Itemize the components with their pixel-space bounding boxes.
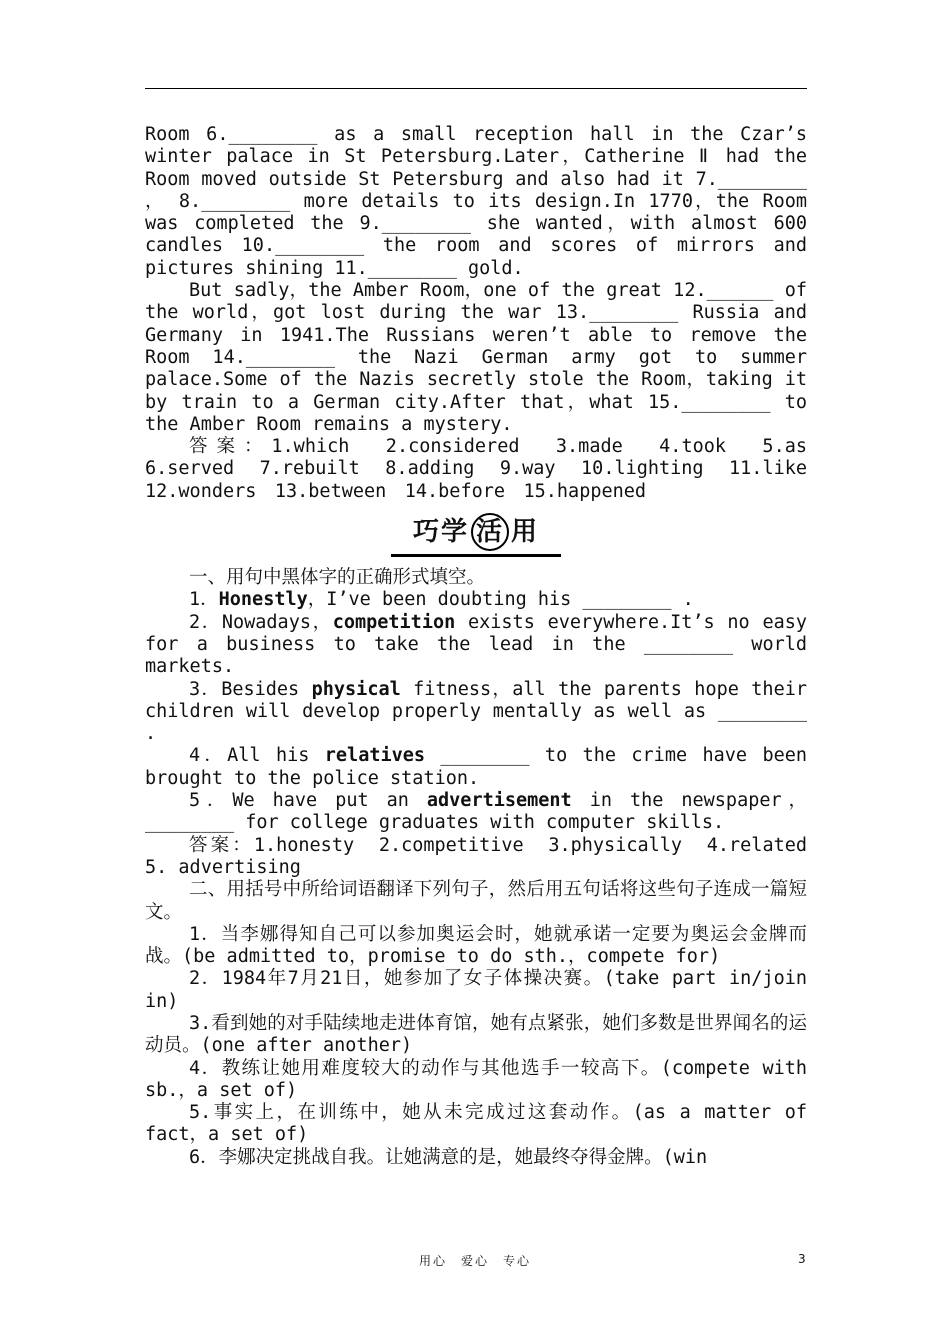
q5-prefix: 5．We have put an (189, 790, 427, 812)
footer-motto: 用心 爱心 专心 (418, 1254, 531, 1268)
q3-text: fitness，all the parents hope their children will develop properly mentally as well as ________ . (145, 678, 807, 745)
banner-text-pre: 巧学 (412, 517, 469, 548)
sentence-5: 5.事实上，在训练中，她从未完成过这套动作。(as a matter of fact，a set of) (145, 1102, 807, 1146)
banner-circled-char: 活 (471, 513, 509, 551)
section1-title: 一、用句中黑体字的正确形式填空。 (189, 567, 486, 589)
header-rule (145, 88, 807, 89)
q1-keyword: Honestly (218, 589, 308, 611)
passage-paragraph-2: But sadly，the Amber Room，one of the great 12.______ of the world，got lost during the war 13.________ Russia and Germany in 1941.The Russians weren’t able to remove the Room 14.________ the Nazi German army got to summer palace.Some of the Nazis secretly stole the Room，taking it by train to a German city.After that，what 15.________ to the Amber Room remains a mystery. (145, 280, 807, 435)
banner-title (405, 513, 547, 555)
q3-prefix: 3．Besides (189, 678, 312, 700)
sentence-3: 3.看到她的对手陆续地走进体育馆，她有点紧张，她们多数是世界闻名的运动员。(one after another) (145, 1012, 807, 1057)
section2-title: 二、用括号中所给词语翻译下列句子，然后用五句话将这些句子连成一篇短文。 (145, 879, 807, 923)
page-content (145, 124, 826, 1169)
q4-text: ________ to the crime have been brought to the police station. (145, 745, 807, 789)
q2-prefix: 2．Nowadays， (189, 611, 333, 633)
question-4 (145, 745, 807, 790)
passage-paragraph-1: Room 6.________ as a small reception hall in the Czar’s winter palace in St Petersburg.Later，Catherine Ⅱ had the Room moved outside St Petersburg and also had it 7.________ ， 8.________ more details to its design.In 1770，the Room was completed the 9.________ she wanted，with almost 600 candles 10.________ the room and scores of mirrors and pictures shining 11.________ gold. (145, 124, 807, 279)
q5-text: in the newspaper，________ for college graduates with computer skills. (145, 790, 807, 834)
q1-text: ，I’ve been doubting his ________ . (307, 589, 694, 611)
question-1 (145, 589, 807, 611)
question-2 (145, 612, 807, 679)
q2-text: exists everywhere.It’s no easy for a business to take the lead in the ________ world markets. (145, 611, 807, 678)
sentence-4: 4．教练让她用难度较大的动作与其他选手一较高下。(compete with sb.，a set of) (145, 1057, 807, 1101)
sentence-2: 2．1984年7月21日，她参加了女子体操决赛。(take part in/join in) (145, 968, 807, 1012)
q4-keyword: relatives (324, 745, 426, 767)
page-number: 3 (798, 1252, 806, 1266)
question-3 (145, 679, 807, 746)
q4-prefix: 4．All his (189, 745, 325, 767)
sentence-6: 6．李娜决定挑战自我。让她满意的是，她最终夺得金牌。(win (189, 1146, 708, 1168)
q3-keyword: physical (311, 678, 401, 700)
q5-keyword: advertisement (426, 790, 572, 812)
section-banner (145, 509, 807, 555)
banner-underline (391, 554, 561, 557)
q1-prefix: 1． (189, 589, 219, 611)
section1-answer: 答案：1.honesty 2.competitive 3.physically 4.related 5. advertising (145, 834, 826, 878)
banner-text-post: 用 (511, 517, 540, 548)
passage-answer: 答案：1.which 2.considered 3.made 4.took 5.as 6.served 7.rebuilt 8.adding 9.way 10.lighting 11.like 12.wonders 13.between 14.before 15.happened (145, 436, 826, 502)
sentence-1: 1．当李娜得知自己可以参加奥运会时，她就承诺一定要为奥运会金牌而战。(be admitted to，promise to do sth.，compete for) (145, 923, 807, 968)
question-5 (145, 790, 807, 835)
q2-keyword: competition (332, 611, 456, 633)
